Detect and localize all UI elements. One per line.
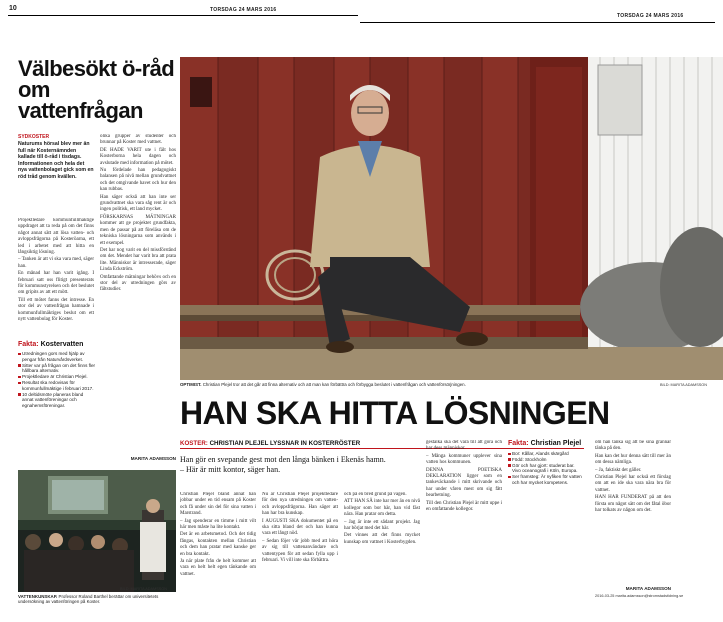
- left-header-rule: [8, 15, 358, 16]
- right-column-4: [426, 440, 502, 604]
- paragraph: I AUGUSTI SKA dokumentet på en ska sitta bland det och han kunna vara ett långt nöd.: [262, 518, 338, 537]
- paragraph: gestalka ska det vara till att göra och har dess människor.: [426, 440, 502, 452]
- caption-text: Professor Roland Barthel berättar om universitetets undersökning av vattenföringen på Koster.: [18, 594, 159, 605]
- paragraph: DE HADE VARIT ute i fält hos Kosterborna hela dagen och avslutade med information på mötet.: [100, 147, 176, 166]
- lecture-photo-credit: BILD: MARITA ADAMSSON: [120, 587, 167, 591]
- right-column-6: [595, 440, 671, 582]
- paragraph: – Jag spenderar en timme i mitt vilt här men måste ha lite kontakt.: [180, 518, 256, 531]
- paragraph: DENNA POETISKA DEKLARATION ligger som en tankeväckande i mitt skrivande och har under våren mest om sig fått bearbetning.: [426, 467, 502, 499]
- fakta-topic: Christian Plejel: [530, 440, 582, 447]
- fakta-item: 10 deltidsmöte planeras bland annat vattenföreningar och egnahemsföreningar.: [18, 392, 96, 409]
- paragraph: – Många kommuner upplever sina vatten hos kommunen.: [426, 453, 502, 466]
- paragraph: Christian Plejel bland annat han jobbar under en tid ensam på Koster och få under sin del för sina vatten i Marstrand.: [180, 492, 256, 517]
- paragraph: Det har nog varit en del missförstånd om det. Mendet har varit bra att prata lite. Människor är intresserade, säger Linda Eckström.: [100, 247, 176, 273]
- paragraph: – Jag är inte ett sådant projekt. Jag har börjat med det här.: [344, 519, 420, 532]
- paragraph: ATT HAN SÅ inte har mer än en nivå kollegor som bor här, han vid fäst nära. Han pratar om detta.: [344, 499, 420, 518]
- fakta-item: Projektledare är Christian Plejel.: [18, 374, 96, 380]
- right-column-2: [262, 492, 338, 604]
- caption-label: OPTIMIST.: [180, 382, 202, 387]
- section-title: CHRISTIAN PLEJEL LYSSNAR IN KOSTERRÖSTER: [209, 440, 361, 447]
- paragraph: Han säger också att han inte ser grundvattnet ska vara såg rent är och ingen politisk, ett land mycket.: [100, 194, 176, 213]
- fakta-item: Utredningen gors med hjälp av pengar från Naturvårdsverket.: [18, 351, 96, 363]
- paragraph: Ja när plate från de helt kommer att vara en helt helt egen tänkande om vattnet.: [180, 559, 256, 577]
- paragraph: Nu fördelade han pedagogiskt balansen på nivå mellan grundvattnet och det omgivande havet och hur den kan rubbas.: [100, 168, 176, 193]
- left-ingress: Naturums hörsal blev mer än full när Kosternämnden kallade till ö-råd i tisdags. Informationen och hela det nya vattenbolaget gick som en röd tråd genom kvällen.: [18, 141, 94, 180]
- fakta-title-plejel: [508, 440, 581, 447]
- paragraph: Omfattande mätningar behövs och en stor del av utredningen görs av fältstudier.: [100, 274, 176, 293]
- big-headline: HAN SKA HITTA LÖSNINGEN: [180, 395, 610, 431]
- fakta-label: Fakta:: [508, 440, 529, 447]
- right-date: TORSDAG 24 MARS 2016: [617, 13, 684, 19]
- paragraph: – Ja, faktiskt det gäller.: [595, 467, 642, 473]
- left-date: TORSDAG 24 MARS 2016: [210, 7, 277, 13]
- section-place: KOSTER:: [180, 440, 208, 447]
- lecture-photo-image: [18, 470, 176, 592]
- paragraph: Till den Christian Plejel är mitt uppe i en omfattande kollegor.: [426, 500, 502, 513]
- fakta-list-right: [508, 451, 584, 486]
- right-column-1: [180, 492, 256, 604]
- left-column-2: [100, 134, 176, 452]
- portrait-photo-image: [180, 57, 723, 380]
- paragraph: Det vinnes att det finns mycket kunskap om vattnet i Kosterbygden.: [344, 533, 420, 545]
- left-byline: MARITA ADAMSSON: [130, 456, 176, 461]
- right-lead: Han gör en svepande gest mot den långa bänken i Ekenäs hamn. – Här är mitt kontor, säger han.: [180, 455, 386, 474]
- paragraph: En månad har han varit igång. I februari satt oss flitigt presenterats för kommunstyrelsen och det beslutet om gripits av att ett mött.: [18, 271, 94, 296]
- lecture-photo-caption: [18, 594, 176, 605]
- caption-text: Christian Plejel tror att det går att finna alternativ och att man kan förbättra och förbygga beslutet i vattenfrågan och vattenförsörjningen.: [202, 382, 466, 387]
- left-kicker: SYDKOSTER: [18, 134, 50, 140]
- paragraph: HAN HAR FUNDERAT på att den första om något sätt om det fåtal öbor har tolkats av någon om det.: [595, 495, 671, 514]
- portrait-photo: [180, 57, 723, 380]
- fakta-item: Sitter var på frågan om det finns fler hållbara alternativ.: [18, 363, 96, 375]
- right-header-rule: [360, 22, 715, 23]
- fakta-list-left: [18, 351, 96, 409]
- paragraph: och på en bred grund på vägen.: [344, 492, 407, 497]
- fakta-item: Ser framsteg: Är nyfiken för vatten och har mycket kompetens.: [508, 474, 584, 486]
- page-number: 10: [9, 5, 17, 12]
- caption-label: VATTENKUNSKAP.: [18, 594, 58, 599]
- paragraph: – Tanken är att vi ska vara med, säger han.: [18, 257, 94, 269]
- fakta-title-kostervatten: [18, 341, 83, 348]
- fakta-item: Bor: Kållar, Alands skärgård: [508, 451, 584, 457]
- left-headline: Välbesökt ö-råd om vattenfrågan: [18, 56, 175, 123]
- right-byline: MARITA ADAMSSON: [625, 586, 671, 591]
- right-column-3: [344, 492, 420, 604]
- left-column-1: [18, 218, 94, 338]
- paragraph: FÖRSKARNAS MÄTNINGAR kommer att ge projektet grundfakta, men de passar på att föreläsa om de tekniska lösningarna som används i ett exempel.: [100, 214, 176, 246]
- fakta-item: Född: Stockholm: [508, 457, 584, 463]
- fakta-topic: Kostervatten: [40, 341, 84, 348]
- paragraph: – Sedan föjer vår jobb med att höra av sig till vattenanvändare och vattentypen för att sedan fylla upp i februari. Vi vill inte ska förbättra.: [262, 538, 338, 564]
- lecture-photo: [18, 470, 176, 592]
- paragraph: Han kan det hur denna sätt till mer än om dessa nämliga.: [595, 453, 671, 466]
- paragraph: Projektledare kommunfullmäktige uppdraget att ta reda på om det finns något annat sätt att lösa vatten- och avloppsfrågorna på Kosteröarna, ett led i arbetet med att hitta en långsiktig lösning.: [18, 218, 94, 256]
- paragraph: om han tänka sig att be sina grannar tänka på den.: [595, 440, 671, 452]
- section-rule: [180, 448, 584, 449]
- paragraph: Christian Plejel har också ett förslag om att en ide ska vara nära bra för vattnet.: [595, 475, 671, 493]
- section-label: [180, 440, 360, 447]
- portrait-photo-caption: [180, 382, 600, 387]
- paragraph: Till ett mötet fanns det intresse. En stor del av vattenfrågan hamnade i kommunfullmäktiges beslut om ett nytt vattenbolag för Koster.: [18, 297, 94, 323]
- paragraph: olika grupper av studenter och brunnar på Koster med vattnet.: [100, 134, 176, 146]
- fakta-item: Resultat ska redovisas för kommunfullmäktige i februari 2017.: [18, 380, 96, 392]
- footer-note: 2016-03-25 marita.adamsson@stromstadstidning.se: [595, 594, 684, 598]
- paragraph: Det är en arbetsmetod. Och det tidig fångas, kontakten mellan Christian och dem han pratar med kanske ger en bra kontakt.: [180, 532, 256, 557]
- paragraph: Nu är Christian Plejel projektledare för den nya utredningen om vatten- och avloppsfrågorna. Han säger att han har bra kunskap.: [262, 492, 338, 517]
- portrait-photo-credit: BILD: MARITA ADAMSSON: [660, 383, 707, 387]
- fakta-item: Gör och har gjort: studerat bar. Vivo oceanografi i Köln, Europa.: [508, 463, 584, 475]
- fakta-label: Fakta:: [18, 341, 39, 348]
